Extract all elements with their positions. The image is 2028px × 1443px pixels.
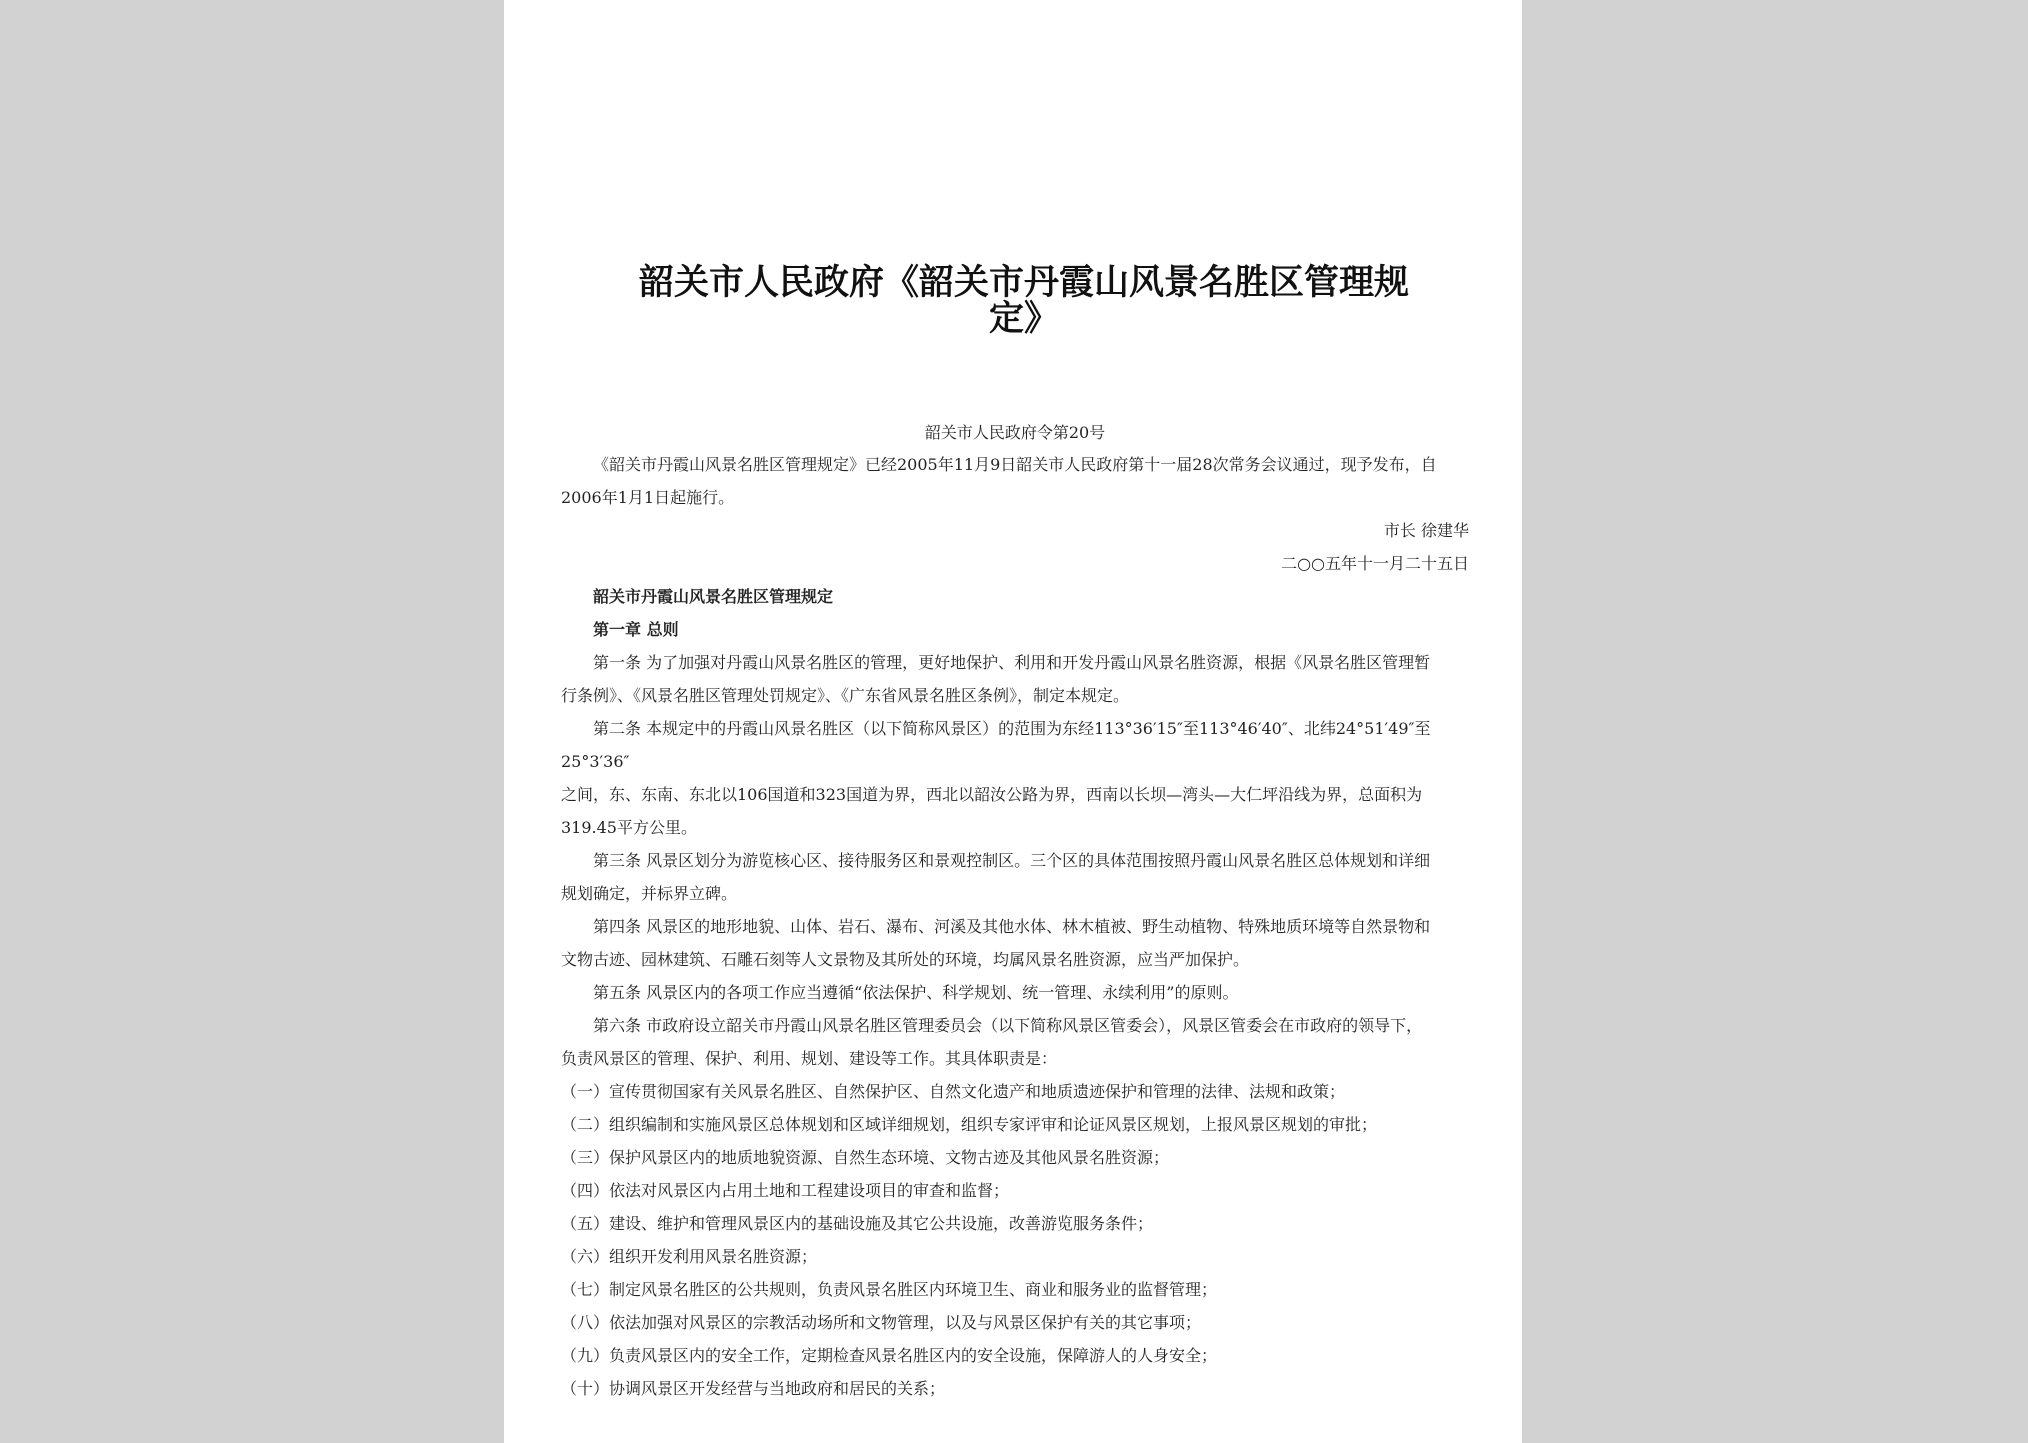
duty-item: （七）制定风景名胜区的公共规则，负责风景名胜区内环境卫生、商业和服务业的监督管理； (561, 1280, 1218, 1299)
article-line: 319.45平方公里。 (561, 818, 697, 837)
article-line: 规划确定，并标界立碑。 (561, 884, 738, 903)
article-line: 第三条 风景区划分为游览核心区、接待服务区和景观控制区。三个区的具体范围按照丹霞山风景名胜区总体规划和详细 (593, 851, 1431, 870)
article-line: 第二条 本规定中的丹霞山风景名胜区（以下简称风景区）的范围为东经113°36′15″至113°46′40″、北纬24°51′49″至25°3′36″ (561, 719, 1431, 771)
duty-item: （八）依法加强对风景区的宗教活动场所和文物管理，以及与风景区保护有关的其它事项； (561, 1313, 1202, 1332)
duty-item: （六）组织开发利用风景名胜资源； (561, 1247, 818, 1266)
signer-name: 市长 徐建华 (1383, 521, 1469, 540)
article-line: 负责风景区的管理、保护、利用、规划、建设等工作。其具体职责是： (561, 1049, 1058, 1068)
article-5 (561, 976, 1469, 1009)
duty-item: （一）宣传贯彻国家有关风景名胜区、自然保护区、自然文化遗产和地质遗迹保护和管理的法律、法规和政策； (561, 1082, 1346, 1101)
duty-item: （五）建设、维护和管理风景区内的基础设施及其它公共设施，改善游览服务条件； (561, 1214, 1154, 1233)
article-2 (561, 712, 1469, 844)
promulgation-line: 《韶关市丹霞山风景名胜区管理规定》已经2005年11月9日韶关市人民政府第十一届28次常务会议通过，现予发布，自 (593, 455, 1437, 474)
duty-item: （四）依法对风景区内占用土地和工程建设项目的审查和监督； (561, 1181, 1010, 1200)
chapter-heading: 第一章 总则 (593, 620, 679, 639)
article-6 (561, 1009, 1469, 1075)
article-1 (561, 646, 1469, 712)
article-line: 行条例》、《风景名胜区管理处罚规定》、《广东省风景名胜区条例》，制定本规定。 (561, 686, 1130, 705)
article-line: 第六条 市政府设立韶关市丹霞山风景名胜区管理委员会（以下简称风景区管委会），风景区管委会在市政府的领导下， (593, 1016, 1423, 1035)
duty-item: （十）协调风景区开发经营与当地政府和居民的关系； (561, 1379, 946, 1398)
regulation-title: 韶关市丹霞山风景名胜区管理规定 (593, 587, 834, 606)
duty-list (561, 1075, 1469, 1405)
document-page (504, 0, 1522, 1443)
document-title-line-2: 定》 (988, 298, 1059, 339)
article-3 (561, 844, 1469, 910)
article-line: 之间，东、东南、东北以106国道和323国道为界，西北以韶汝公路为界，西南以长坝—湾头—大仁坪沿线为界，总面积为 (561, 785, 1423, 804)
duty-item: （三）保护风景区内的地质地貌资源、自然生态环境、文物古迹及其他风景名胜资源； (561, 1148, 1170, 1167)
article-line: 第一条 为了加强对丹霞山风景名胜区的管理，更好地保护、利用和开发丹霞山风景名胜资源，根据《风景名胜区管理暂 (593, 653, 1431, 672)
duty-item: （九）负责风景区内的安全工作，定期检查风景名胜区内的安全设施，保障游人的人身安全； (561, 1346, 1218, 1365)
signing-date: 二○○五年十一月二十五日 (1281, 554, 1469, 573)
article-line: 第四条 风景区的地形地貌、山体、岩石、瀑布、河溪及其他水体、林木植被、野生动植物、特殊地质环境等自然景物和 (593, 917, 1431, 936)
promulgation-line: 2006年1月1日起施行。 (561, 488, 735, 507)
order-number: 韶关市人民政府令第20号 (924, 423, 1106, 442)
duty-item: （二）组织编制和实施风景区总体规划和区域详细规划，组织专家评审和论证风景区规划，上报风景区规划的审批； (561, 1115, 1378, 1134)
article-4 (561, 910, 1469, 976)
signature-block (561, 514, 1469, 580)
article-line: 第五条 风景区内的各项工作应当遵循“依法保护、科学规划、统一管理、永续利用”的原则。 (593, 983, 1239, 1002)
regulation-content (561, 580, 1469, 1405)
promulgation-text (561, 448, 1469, 514)
article-line: 文物古迹、园林建筑、石雕石刻等人文景物及其所处的环境，均属风景名胜资源，应当严加保护。 (561, 950, 1250, 969)
document-title-line-1: 韶关市人民政府《韶关市丹霞山风景名胜区管理规 (638, 262, 1409, 303)
